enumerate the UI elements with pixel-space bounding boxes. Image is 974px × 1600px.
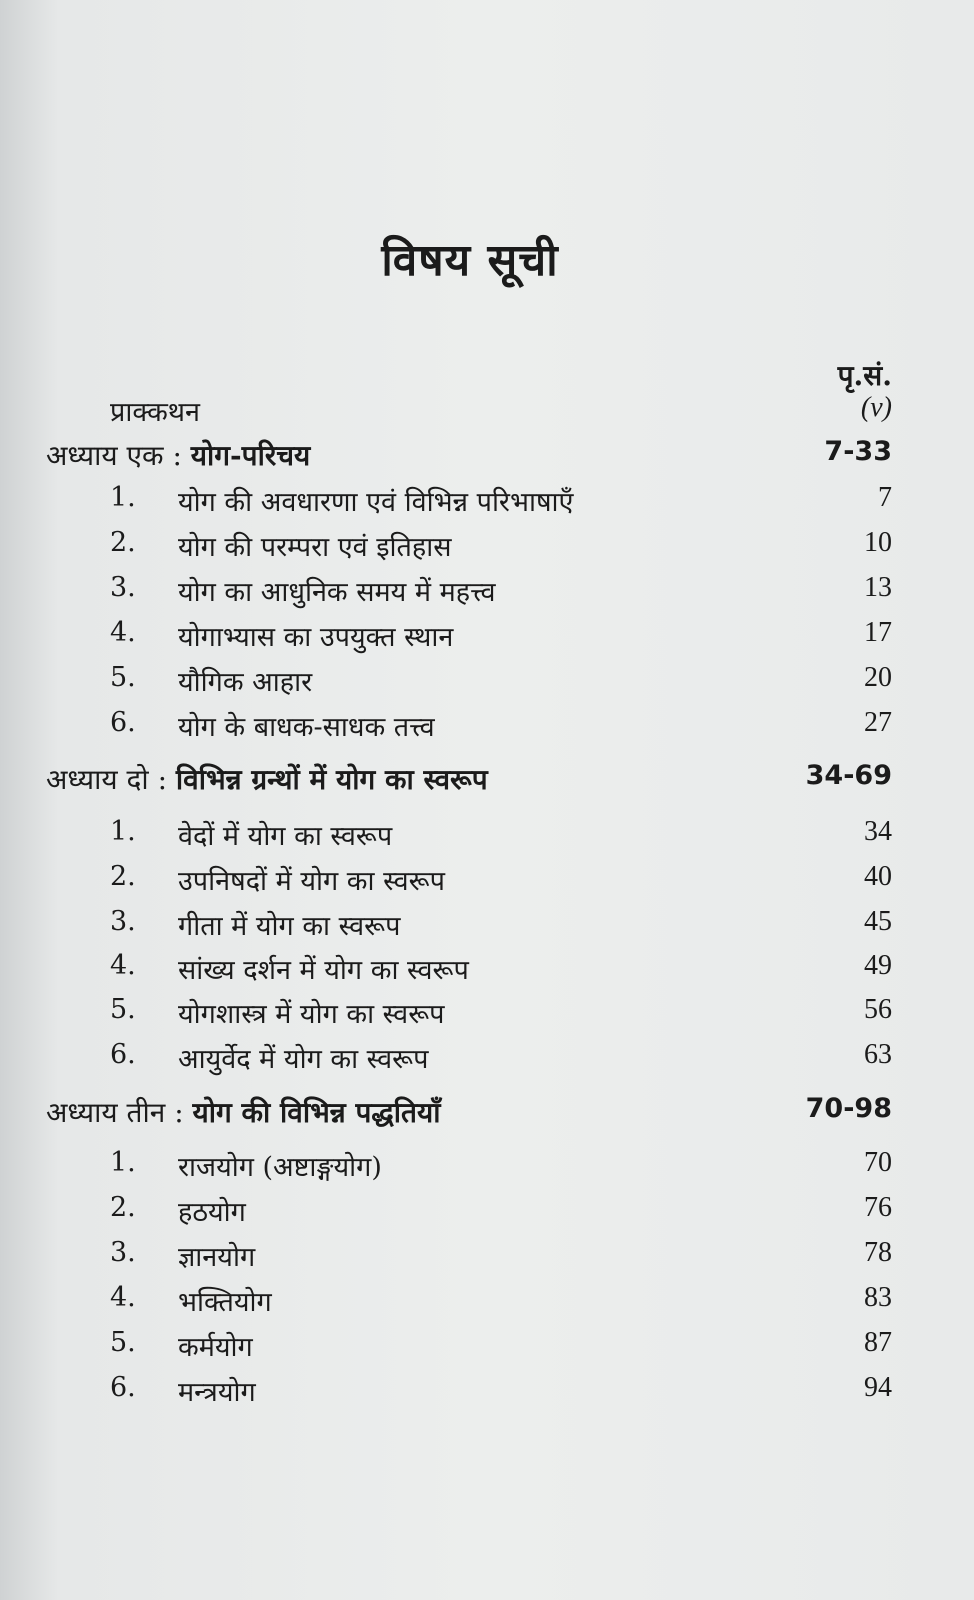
toc-entry-page: 17	[864, 617, 892, 648]
toc-entry-page: 56	[864, 994, 892, 1025]
toc-entry-label: योगाभ्यास का उपयुक्त स्थान	[178, 622, 454, 653]
toc-entry-page: 34	[864, 816, 892, 847]
toc-entry[interactable]	[0, 906, 974, 946]
toc-entry-number: 3.	[110, 572, 136, 603]
chapter-page-range: 34-69	[805, 760, 892, 791]
toc-chapter-heading[interactable]	[0, 436, 974, 476]
toc-entry-label: वेदों में योग का स्वरूप	[178, 821, 393, 852]
toc-entry-label: हठयोग	[178, 1197, 246, 1228]
toc-entry-number: 1.	[110, 482, 136, 513]
toc-entry-page: 45	[864, 906, 892, 937]
toc-entry-page: 83	[864, 1282, 892, 1313]
toc-entry-label: भक्तियोग	[178, 1287, 272, 1318]
toc-entry-number: 4.	[110, 617, 136, 648]
chapter-title	[46, 760, 488, 798]
toc-entry-number: 4.	[110, 1282, 136, 1313]
toc-entry-label: योग का आधुनिक समय में महत्त्व	[178, 577, 496, 608]
chapter-page-range: 7-33	[824, 436, 892, 467]
toc-entry[interactable]	[0, 950, 974, 990]
toc-entry-label: प्राक्कथन	[110, 397, 201, 428]
toc-entry-label: गीता में योग का स्वरूप	[178, 911, 401, 942]
page-title: विषय सूची	[381, 235, 559, 286]
toc-entry-label: ज्ञानयोग	[178, 1242, 256, 1273]
toc-entry-page: 27	[864, 707, 892, 738]
toc-entry[interactable]	[0, 1237, 974, 1277]
toc-entry-number: 6.	[110, 707, 136, 738]
toc-entry-page: 76	[864, 1192, 892, 1223]
chapter-name: विभिन्न ग्रन्थों में योग का स्वरूप	[175, 763, 488, 796]
chapter-prefix: अध्याय तीन :	[46, 1096, 184, 1129]
toc-entry[interactable]	[0, 662, 974, 702]
toc-entry-number: 1.	[110, 816, 136, 847]
toc-entry[interactable]	[0, 617, 974, 657]
toc-entry-label: योगशास्त्र में योग का स्वरूप	[178, 999, 445, 1030]
chapter-name: योग की विभिन्न पद्धतियाँ	[192, 1096, 441, 1129]
toc-entry[interactable]	[0, 994, 974, 1034]
toc-entry[interactable]	[0, 861, 974, 901]
toc-entry-preface[interactable]	[0, 392, 974, 432]
toc-entry-page: 13	[864, 572, 892, 603]
page-number-column-header: पृ.सं.	[837, 359, 892, 392]
toc-entry-page: 49	[864, 950, 892, 981]
toc-entry-page: 10	[864, 527, 892, 558]
toc-entry-label: मन्त्रयोग	[178, 1377, 256, 1408]
toc-entry-number: 4.	[110, 950, 136, 981]
toc-entry-number: 5.	[110, 662, 136, 693]
toc-entry-label: आयुर्वेद में योग का स्वरूप	[178, 1044, 429, 1075]
toc-entry-number: 5.	[110, 994, 136, 1025]
toc-entry[interactable]	[0, 1147, 974, 1187]
toc-entry[interactable]	[0, 482, 974, 522]
toc-entry-label: उपनिषदों में योग का स्वरूप	[178, 866, 445, 897]
toc-entry[interactable]	[0, 707, 974, 747]
toc-entry[interactable]	[0, 816, 974, 856]
toc-entry-page: 20	[864, 662, 892, 693]
toc-chapter-heading[interactable]	[0, 1093, 974, 1133]
toc-entry-page: 87	[864, 1327, 892, 1358]
toc-entry[interactable]	[0, 572, 974, 612]
chapter-page-range: 70-98	[805, 1093, 892, 1124]
toc-chapter-heading[interactable]	[0, 760, 974, 800]
chapter-prefix: अध्याय एक :	[46, 439, 182, 472]
toc-entry[interactable]	[0, 1039, 974, 1079]
toc-entry-page: 78	[864, 1237, 892, 1268]
toc-entry-page: 70	[864, 1147, 892, 1178]
toc-entry-label: यौगिक आहार	[178, 667, 313, 698]
toc-entry[interactable]	[0, 1192, 974, 1232]
toc-entry-label: राजयोग (अष्टाङ्गयोग)	[178, 1152, 382, 1183]
chapter-title	[46, 436, 310, 474]
toc-entry-number: 5.	[110, 1327, 136, 1358]
toc-entry-label: योग के बाधक-साधक तत्त्व	[178, 712, 435, 743]
chapter-name: योग-परिचय	[190, 439, 311, 472]
toc-entry[interactable]	[0, 527, 974, 567]
toc-entry-page: 40	[864, 861, 892, 892]
toc-entry-number: 2.	[110, 1192, 136, 1223]
toc-entry-page: (v)	[860, 392, 892, 423]
chapter-title	[46, 1093, 441, 1131]
toc-entry-number: 3.	[110, 1237, 136, 1268]
toc-entry-page: 63	[864, 1039, 892, 1070]
toc-entry[interactable]	[0, 1282, 974, 1322]
chapter-prefix: अध्याय दो :	[46, 763, 168, 796]
toc-entry[interactable]	[0, 1327, 974, 1367]
toc-entry-page: 94	[864, 1372, 892, 1403]
toc-entry-label: कर्मयोग	[178, 1332, 253, 1363]
toc-entry-label: योग की परम्परा एवं इतिहास	[178, 532, 452, 563]
toc-entry-number: 2.	[110, 861, 136, 892]
toc-entry-number: 3.	[110, 906, 136, 937]
toc-entry-number: 6.	[110, 1372, 136, 1403]
toc-entry-number: 2.	[110, 527, 136, 558]
toc-entry-number: 1.	[110, 1147, 136, 1178]
toc-entry[interactable]	[0, 1372, 974, 1412]
toc-entry-number: 6.	[110, 1039, 136, 1070]
toc-entry-page: 7	[878, 482, 892, 513]
toc-entry-label: सांख्य दर्शन में योग का स्वरूप	[178, 955, 469, 986]
toc-entry-label: योग की अवधारणा एवं विभिन्न परिभाषाएँ	[178, 487, 574, 518]
